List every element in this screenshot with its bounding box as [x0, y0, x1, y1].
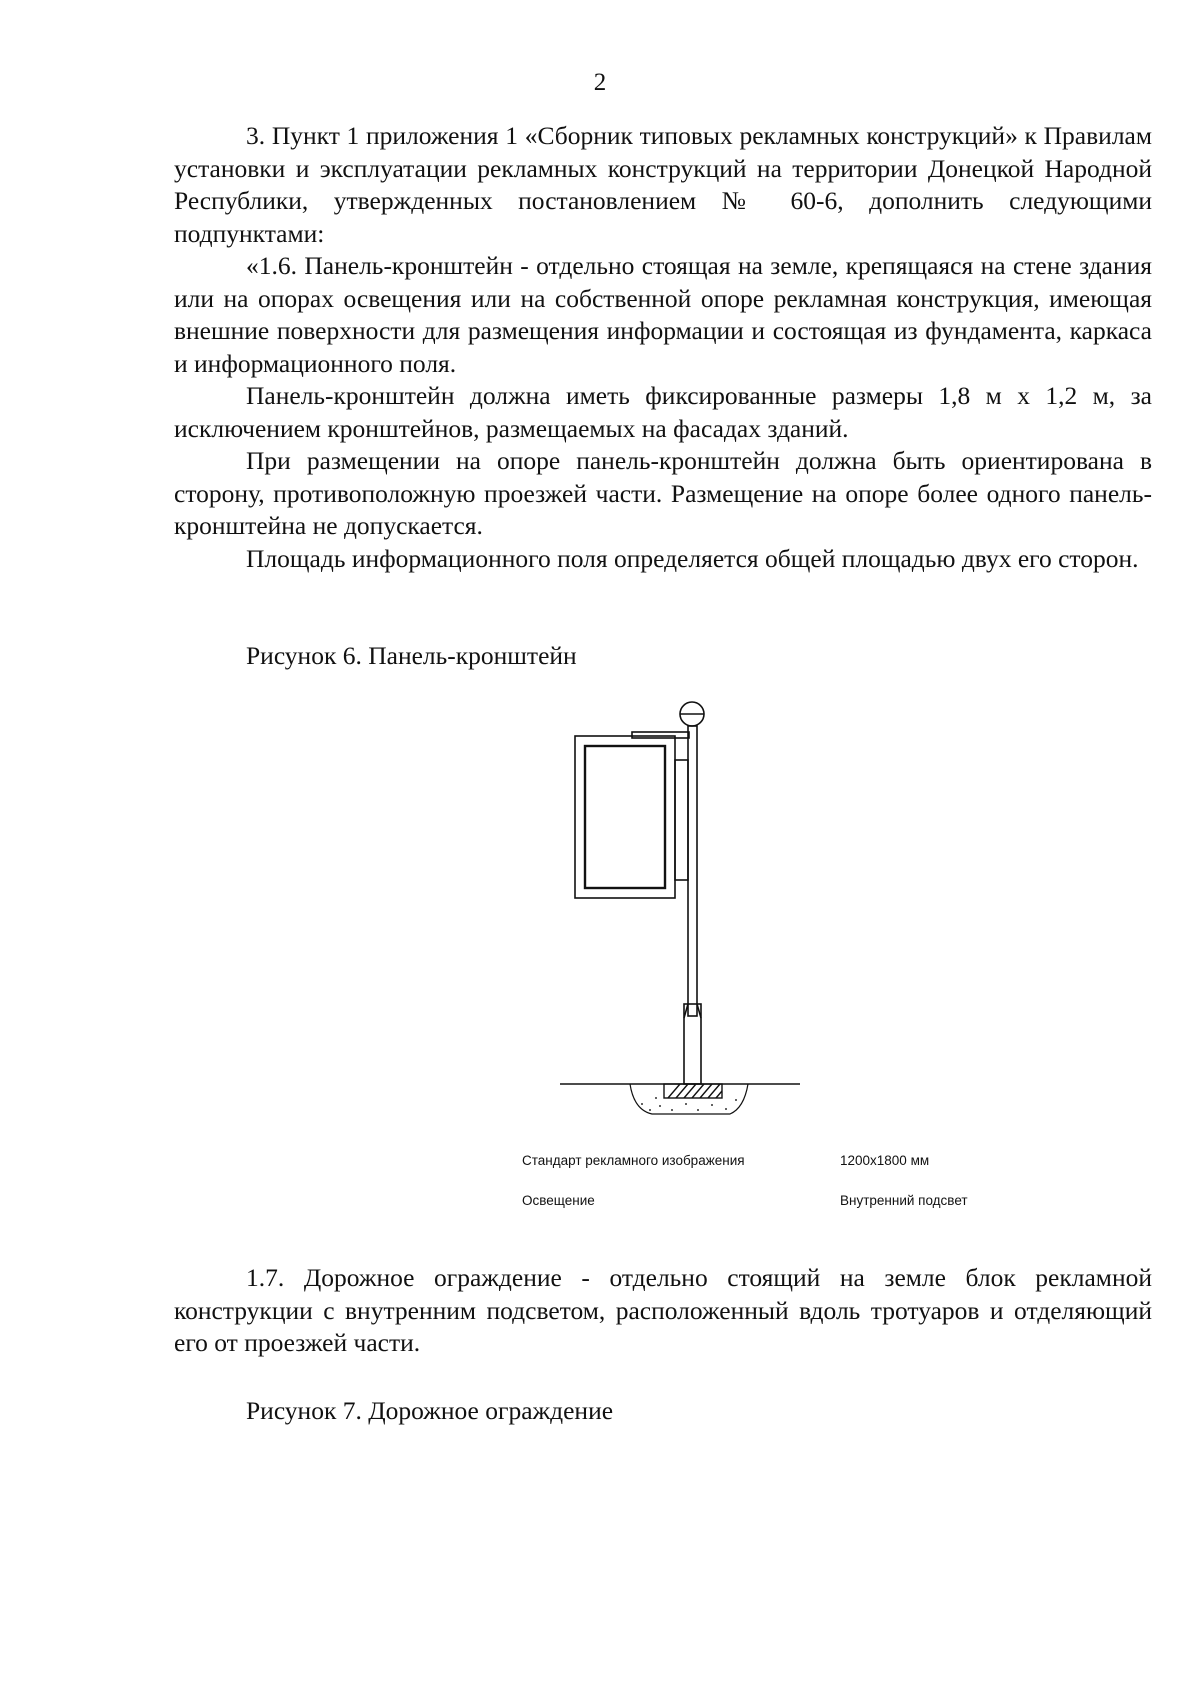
spec-value: Внутренний подсвет — [840, 1192, 968, 1208]
paragraph-1-6-dimensions: Панель-кронштейн должна иметь фиксированные размеры 1,8 м х 1,2 м, за исключением кронштейнов, размещаемых на фасадах зданий. — [174, 381, 1152, 443]
page-number: 2 — [593, 69, 607, 96]
figure-6-specs — [522, 1140, 1002, 1220]
spec-label: Освещение — [522, 1192, 595, 1208]
panel-outer-frame — [575, 736, 675, 898]
figure-7-caption: Рисунок 7. Дорожное ограждение — [246, 1396, 614, 1425]
spec-row — [522, 1140, 1002, 1180]
spec-value: 1200x1800 мм — [840, 1152, 930, 1168]
paragraph-1-6-area: Площадь информационного поля определяется общей площадью двух его сторон. — [246, 543, 1139, 573]
bracket-arm — [632, 732, 689, 738]
paragraph-1-6-placement: При размещении на опоре панель-кронштейн должна быть ориентирована в сторону, противоположную проезжей части. Размещение на опоре более одного панель-кронштейна не допускается. — [174, 446, 1152, 540]
panel-bracket-drawing — [560, 700, 800, 1120]
section-1-7-text — [174, 1262, 1152, 1360]
paragraph-1-7-definition: 1.7. Дорожное ограждение - отдельно стоящий на земле блок рекламной конструкции с внутренним подсветом, расположенный вдоль тротуаров и отделяющий его от проезжей части. — [174, 1263, 1152, 1357]
panel-info-field — [585, 746, 665, 888]
paragraph-1-6-definition: «1.6. Панель-кронштейн - отдельно стоящая на земле, крепящаяся на стене здания или на опорах освещения или на собственной опоре рекламная конструкция, имеющая внешние поверхности для размещения информации и состоящая из фундамента, каркаса и информационного поля. — [174, 251, 1152, 378]
pole — [688, 726, 697, 1016]
spec-row — [522, 1180, 1002, 1220]
panel-mount — [675, 760, 688, 880]
figure-6-caption: Рисунок 6. Панель-кронштейн — [246, 641, 577, 670]
spec-label: Стандарт рекламного изображения — [522, 1152, 745, 1168]
paragraph-item-3: 3. Пункт 1 приложения 1 «Сборник типовых рекламных конструкций» к Правилам установки и эксплуатации рекламных конструкций на территории Донецкой Народной Республики, утвержденных постановлением № 60-6, дополнить следующими подпунктами: — [174, 121, 1152, 248]
section-3-text — [174, 120, 1152, 575]
